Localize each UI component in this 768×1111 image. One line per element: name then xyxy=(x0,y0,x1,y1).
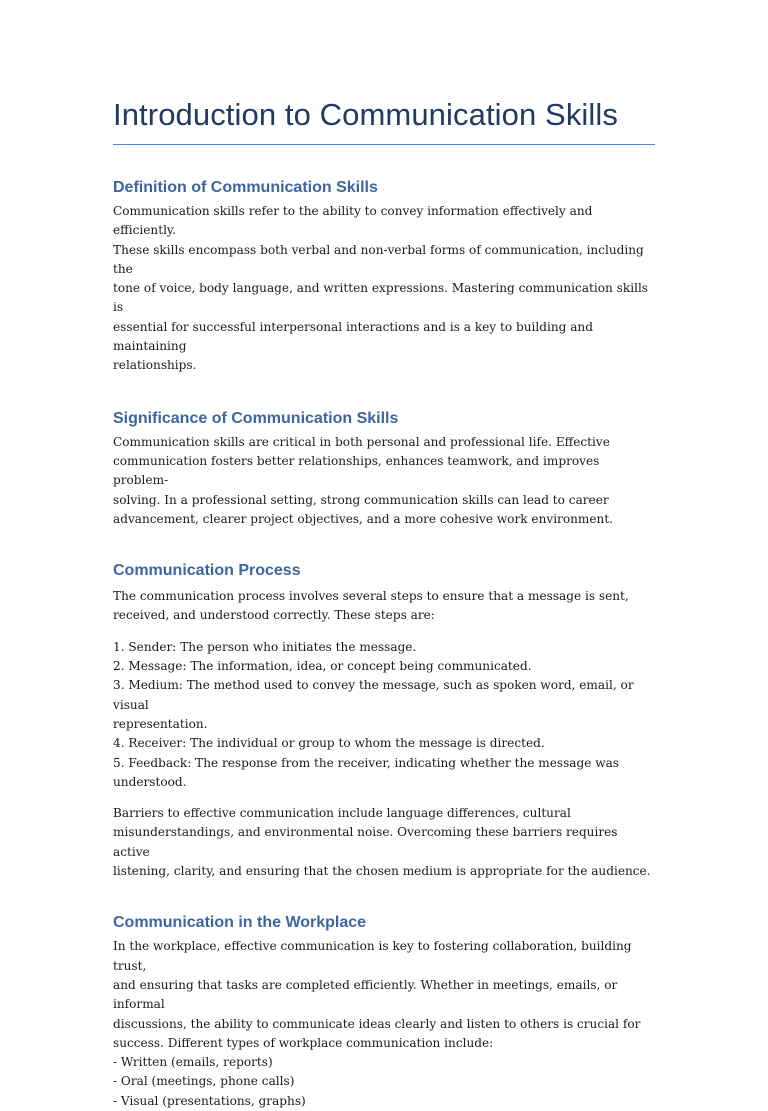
section-heading-definition: Definition of Communication Skills xyxy=(113,179,378,196)
section-paragraph-workplace: In the workplace, effective communication is key to fostering collaboration, building trust, and ensuring that tasks are completed efficiently. Whether in meetings, emails, or informal discussions, the ability to communicate ideas clearly and listen to others is crucial for success. Different types of workplace communication include: - Written (emails, reports) - Oral (meetings, phone calls) - Visual (presentations, graphs) xyxy=(113,939,641,1108)
title-underline-rule xyxy=(113,144,655,145)
section-heading-significance: Significance of Communication Skills xyxy=(113,409,399,427)
section-significance xyxy=(113,408,656,529)
process-steps-list: 1. Sender: The person who initiates the message. 2. Message: The information, idea, or concept being communicated. 3. Medium: The method used to convey the message, such as spoken word, email, or visual representation. 4. Receiver: The individual or group to whom the message is directed. 5. Feedback: The response from the receiver, indicating whether the message was understood. xyxy=(113,639,634,789)
section-paragraph-barriers: Barriers to effective communication include language differences, cultural misunderstandings, and environmental noise. Overcoming these barriers requires active listening, clarity, and ensuring that the chosen medium is appropriate for the audience. xyxy=(113,806,651,879)
section-heading-workplace: Communication in the Workplace xyxy=(113,914,367,932)
section-definition xyxy=(113,177,656,376)
section-heading-process: Communication Process xyxy=(113,562,301,580)
section-paragraph-process-intro: The communication process involves several steps to ensure that a message is sent, received, and understood correctly. These steps are: xyxy=(113,589,629,623)
document-title: Introduction to Communication Skills xyxy=(113,97,618,132)
section-process xyxy=(113,560,656,881)
section-paragraph-significance: Communication skills are critical in both personal and professional life. Effective communication fosters better relationships, enhances teamwork, and improves problem- solving. In a professional setting, strong communication skills can lead to career advancement, clearer project objectives, and a more cohesive work environment. xyxy=(113,434,614,526)
section-workplace xyxy=(113,912,656,1111)
section-paragraph-definition: Communication skills refer to the ability to convey information effectively and efficiently. These skills encompass both verbal and non-verbal forms of communication, including the tone of voice, body language, and written expressions. Mastering communication skills is essential for successful interpersonal interactions and is a key to building and maintaining relationships. xyxy=(113,204,649,373)
